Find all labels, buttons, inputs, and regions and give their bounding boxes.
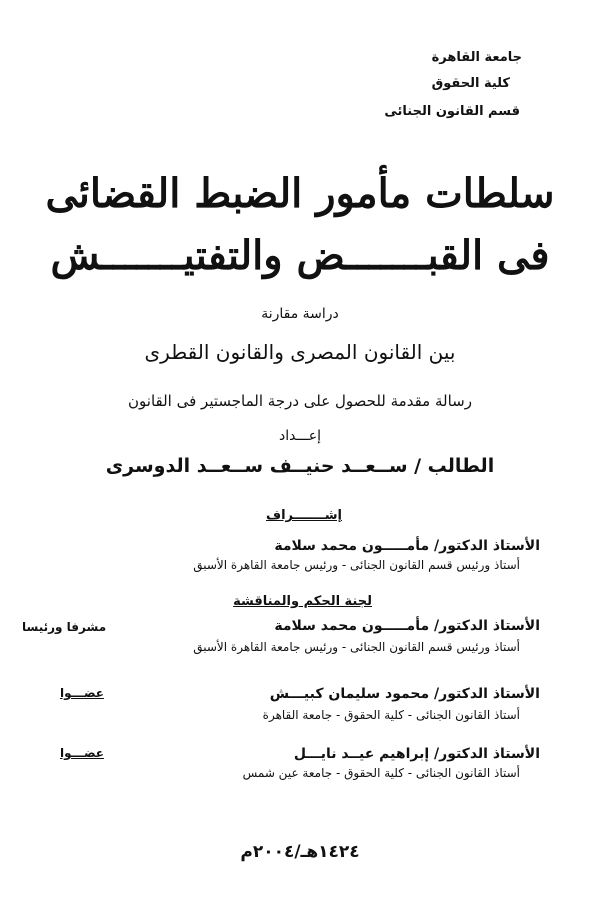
- committee-member-2-role: عضـــوا: [60, 686, 104, 700]
- thesis-title-line-1: سلطات مأمور الضبط القضائى: [45, 170, 555, 217]
- committee-member-1-title: أستاذ ورئيس قسم القانون الجنائى - ورئيس جامعة القاهرة الأسبق: [193, 640, 520, 654]
- study-subject: بين القانون المصرى والقانون القطرى: [144, 340, 456, 364]
- committee-member-3-title: أستاذ القانون الجنائى - كلية الحقوق - جامعة عين شمس: [242, 766, 520, 780]
- supervision-header: إشـــــــراف: [266, 508, 342, 523]
- university-name: جامعة القاهرة: [431, 50, 522, 65]
- committee-header: لجنة الحكم والمناقشة: [233, 594, 372, 609]
- committee-member-2-name: الأستاذ الدكتور/ محمود سليمان كبيـــش: [269, 686, 540, 702]
- department-name: قسم القانون الجنائى: [384, 104, 520, 119]
- student-name: الطالب / ســعــد حنيــف ســعــد الدوسرى: [105, 455, 495, 477]
- faculty-name: كلية الحقوق: [431, 76, 510, 91]
- committee-member-2-title: أستاذ القانون الجنائى - كلية الحقوق - جامعة القاهرة: [262, 708, 520, 722]
- supervisor-title: أستاذ ورئيس قسم القانون الجنائى - ورئيس جامعة القاهرة الأسبق: [193, 558, 520, 572]
- prepared-by-label: إعـــداد: [278, 428, 322, 444]
- committee-member-3-role: عضـــوا: [60, 746, 104, 760]
- supervisor-name: الأستاذ الدكتور/ مأمـــــون محمد سلامة: [274, 538, 540, 554]
- committee-member-1-name: الأستاذ الدكتور/ مأمـــــون محمد سلامة: [274, 618, 540, 634]
- committee-member-1-role: مشرفا ورئيسا: [22, 620, 107, 634]
- thesis-date: ١٤٢٤هـ/٢٠٠٤م: [240, 842, 360, 862]
- committee-member-3-name: الأستاذ الدكتور/ إبراهيم عيــد نايـــل: [293, 746, 540, 762]
- thesis-purpose: رسالة مقدمة للحصول على درجة الماجستير فى القانون: [128, 392, 472, 410]
- study-type: دراسة مقارنة: [261, 306, 339, 322]
- thesis-title-line-2: فى القبـــــــض والتفتيـــــــش: [50, 232, 550, 279]
